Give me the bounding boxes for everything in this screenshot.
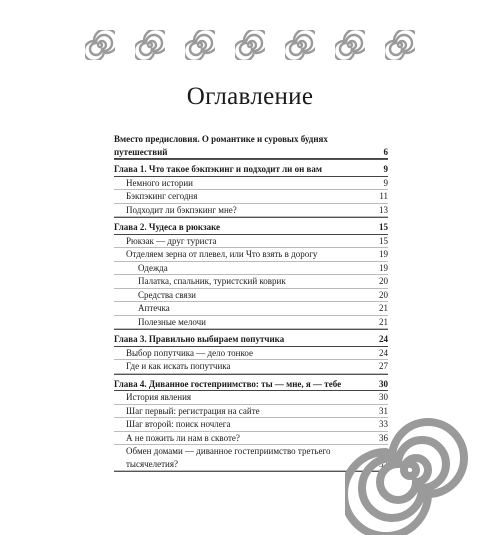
page-title: Оглавление bbox=[186, 83, 314, 110]
toc-chapter-title: Вместо предисловия. О романтике и суровых буднях путешествий bbox=[114, 134, 328, 157]
toc-chapter-title: Глава 2. Чудеса в рюкзаке bbox=[114, 222, 221, 232]
toc-entry-title: А не пожить ли нам в сквоте? bbox=[126, 432, 240, 443]
toc-entry[interactable] bbox=[114, 177, 388, 191]
toc-entry-title: Палатка, спальник, туристский коврик bbox=[138, 276, 286, 286]
toc-entry-title: Средства связи bbox=[138, 289, 196, 300]
toc-entry[interactable] bbox=[114, 347, 388, 361]
toc-entry-title: Полезные мелочи bbox=[138, 316, 206, 327]
toc-page-number: 37 bbox=[379, 458, 388, 469]
toc-chapter-title: Глава 3. Правильно выбираем попутчика bbox=[114, 334, 285, 344]
toc-page-number: 24 bbox=[379, 334, 388, 344]
toc-chapter-heading[interactable] bbox=[114, 333, 388, 347]
toc-chapter-heading[interactable] bbox=[114, 378, 388, 392]
toc-entry-title: Шаг второй: поиск ночлега bbox=[126, 419, 231, 429]
toc-entry[interactable] bbox=[114, 289, 388, 303]
toc-entry[interactable] bbox=[114, 316, 388, 330]
spiral-ornament-icon bbox=[135, 30, 165, 60]
toc-entry[interactable] bbox=[114, 248, 388, 262]
toc-page-number: 19 bbox=[379, 249, 388, 259]
spiral-ornament-icon bbox=[185, 30, 215, 60]
toc-entry[interactable] bbox=[114, 235, 388, 249]
toc-entry[interactable] bbox=[114, 204, 388, 218]
decorative-spiral-row bbox=[85, 30, 415, 60]
toc-entry-title: Аптечка bbox=[138, 303, 170, 313]
toc-entry[interactable] bbox=[114, 391, 388, 405]
spiral-ornament-icon bbox=[85, 30, 115, 60]
toc-chapter-heading[interactable] bbox=[114, 221, 388, 235]
spiral-ornament-icon bbox=[235, 30, 265, 60]
toc-entry[interactable] bbox=[114, 262, 388, 276]
toc-page-number: 19 bbox=[379, 262, 388, 273]
toc-page-number: 20 bbox=[379, 276, 388, 286]
toc-page-number: 31 bbox=[379, 405, 388, 416]
toc-entry-title: Где и как искать попутчика bbox=[126, 361, 231, 371]
toc-page-number: 15 bbox=[379, 235, 388, 246]
toc-entry-title: Выбор попутчика — дело тонкое bbox=[126, 347, 253, 358]
toc-page-number: 30 bbox=[379, 378, 388, 389]
spiral-ornament-icon bbox=[335, 30, 365, 60]
toc-page-number: 9 bbox=[383, 177, 388, 188]
toc-entry-title: История явления bbox=[126, 392, 192, 402]
toc-page-number: 6 bbox=[383, 146, 388, 157]
toc-entry[interactable] bbox=[114, 302, 388, 316]
toc-chapter-title: Глава 1. Что такое бэкпэкинг и подходит ли он вам bbox=[114, 164, 323, 174]
toc-chapter-heading[interactable] bbox=[114, 163, 388, 177]
spiral-ornament-icon bbox=[385, 30, 415, 60]
toc-page-number: 30 bbox=[379, 392, 388, 402]
toc-chapter bbox=[114, 221, 388, 330]
toc-entry[interactable] bbox=[114, 190, 388, 204]
toc-page-number: 9 bbox=[383, 164, 388, 174]
toc-entry[interactable] bbox=[114, 275, 388, 289]
toc-entry-title: Отделяем зерна от плевел, или Что взять в дорогу bbox=[126, 249, 318, 259]
toc-page-number: 24 bbox=[379, 347, 388, 358]
toc-entry-title: Подходит ли бэкпэкинг мне? bbox=[126, 204, 237, 215]
toc-entry-title: Рюкзак — друг туриста bbox=[126, 235, 217, 246]
toc-chapter-heading[interactable] bbox=[114, 133, 388, 159]
toc-chapter bbox=[114, 163, 388, 218]
toc-entry[interactable] bbox=[114, 360, 388, 374]
spiral-ornament-icon bbox=[285, 30, 315, 60]
toc-page-number: 20 bbox=[379, 289, 388, 300]
toc-entry-title: Бэкпэкинг сегодня bbox=[126, 191, 198, 201]
toc-chapter bbox=[114, 333, 388, 375]
toc-page-number: 21 bbox=[379, 316, 388, 327]
large-spiral-ornament-icon bbox=[345, 405, 475, 535]
toc-chapter bbox=[114, 133, 388, 160]
toc-page-number: 33 bbox=[379, 419, 388, 429]
toc-page-number: 11 bbox=[379, 191, 388, 201]
toc-page-number: 27 bbox=[379, 361, 388, 371]
toc-chapter-title: Глава 4. Диванное гостеприимство: ты — мне, я — тебе bbox=[114, 378, 342, 389]
toc-page-number: 15 bbox=[379, 222, 388, 232]
toc-page-number: 13 bbox=[379, 204, 388, 215]
toc-page-number: 36 bbox=[379, 432, 388, 443]
toc-entry-title: Немного истории bbox=[126, 177, 193, 188]
toc-page-number: 21 bbox=[379, 303, 388, 313]
toc-entry-title: Обмен домами — диванное гостеприимство третьего тысячелетия? bbox=[126, 446, 331, 469]
toc-entry-title: Одежда bbox=[138, 262, 168, 273]
toc-entry-title: Шаг первый: регистрация на сайте bbox=[126, 405, 260, 416]
